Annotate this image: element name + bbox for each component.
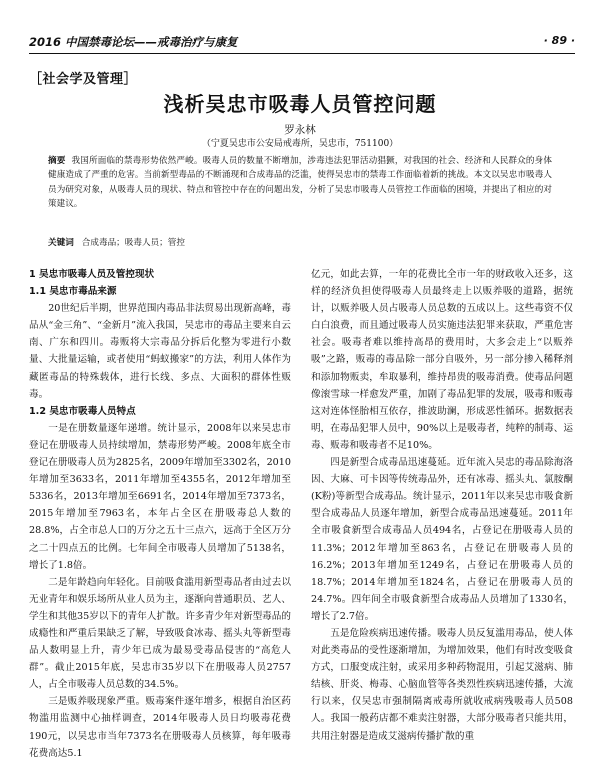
body-column-right xyxy=(311,266,573,745)
paragraph: 亿元，如此去算，一年的花费比全市一年的财政收入还多，这样的经济负担使得吸毒人员最终走上以贩养吸的道路，据统计，以贩养吸人员占吸毒人员总数的五成以上。这些毒资不仅白白浪费，而且通过吸毒人员实施违法犯罪来获取，严重危害社会。吸毒者难以维持高昂的费用时，大多会走上“以贩养吸”之路，贩毒的毒品除一部分自吸外，另一部分掺入稀释剂和添加物贩卖，牟取暴利，维持昂贵的吸毒消费。使毒品问题像滚雪球一样愈发严重，加剧了毒品犯罪的发展，吸毒和贩毒这对连体怪胎相互依存，推波助澜，形成恶性循环。据数据表明，在毒品犯罪人员中，90%以上是吸毒者，纯粹的制毒、运毒、贩毒和吸毒者不足10%。 xyxy=(311,269,573,451)
header-rule xyxy=(29,53,575,54)
journal-name: 2016 中国禁毒论坛——戒毒治疗与康复 xyxy=(29,35,238,49)
author: 罗永林 xyxy=(284,124,316,136)
abstract-text: 我国所面临的禁毒形势依然严峻。吸毒人员的数量不断增加，涉毒违法犯罪活动猖獗，对我国的社会、经济和人民群众的身体健康造成了严重的危害。当前新型毒品的不断涌现和合成毒品的泛滥，使得吴忠市的禁毒工作面临着新的挑战。本文以吴忠市吸毒人员为研究对象，从吸毒人员的现状、特点和管控中存在的问题出发，分析了吴忠市吸毒人员管控工作面临的困境，并提出了相应的对策建议。 xyxy=(48,156,552,210)
section-heading: 1.1 吴忠市毒品来源 xyxy=(29,286,117,298)
page-number: · 89 · xyxy=(543,34,575,47)
paragraph: 五是危险疾病迅速传播。吸毒人员反复滥用毒品，使人体对此类毒品的受性逐渐增加，为增加效果，他们有时改变吸食方式，口服变成注射，或采用多种药物混用，引起艾滋病、肺结核、肝炎、梅毒、心脑血管等各类烈性疾病迅速传播，大流行以来，仅吴忠市强制隔离戒毒所就收戒病残吸毒人员508人。我国一般药店都不难卖注射器，大部分吸毒者只能共用，共用注射器是造成艾滋病传播扩散的重 xyxy=(311,627,573,742)
section-heading: 1.2 吴忠市吸毒人员特点 xyxy=(29,405,136,417)
paragraph: 20世纪后半期，世界范围内毒品非法贸易出现新高峰，毒品从“金三角”、“金新月”流入我国，吴忠市的毒品主要来自云南、广东和四川。毒贩将大宗毒品分拆后化整为零进行小数量、大批量运输，或者使用“蚂蚁搬家”的方法，利用人体作为藏匿毒品的特殊载体，进行长线、多点、大面积的群体性贩毒。 xyxy=(29,303,291,400)
article-title: 浅析吴忠市吸毒人员管控问题 xyxy=(163,92,437,116)
keywords-text: 合成毒品；吸毒人员；管控 xyxy=(81,238,185,248)
running-header xyxy=(29,34,575,52)
paragraph: 四是新型合成毒品迅速蔓延。近年流入吴忠的毒品除海洛因、大麻、可卡因等传统毒品外，还有冰毒、摇头丸、氯胺酮(K粉)等新型合成毒品。统计显示，2011年以来吴忠市吸食新型合成毒品人员逐年增加，新型合成毒品迅速蔓延。2011年全市吸食新型合成毒品人员494名，占登记在册吸毒人员的11.3%；2012年增加至863名，占登记在册吸毒人员的16.2%；2013年增加至1249名，占登记在册吸毒人员的18.7%；2014年增加至1824名，占登记在册吸毒人员的24.7%。四年间全市吸食新型合成毒品人员增加了1330名，增长了2.7倍。 xyxy=(311,457,573,622)
body-column-left xyxy=(29,266,291,762)
abstract xyxy=(48,154,552,212)
paragraph: 二是年龄趋向年轻化。目前吸食滥用新型毒品者由过去以无业青年和娱乐场所从业人员为主，逐渐向普通职员、艺人、学生和其他35岁以下的青年人扩散。许多青少年对新型毒品的成瘾性和严重后果缺乏了解，导致吸食冰毒、摇头丸等新型毒品人数明显上升，青少年已成为最易受毒品侵害的“高危人群”。截止2015年底，吴忠市35岁以下在册吸毒人员2757人，占全市吸毒人员总数的34.5%。 xyxy=(29,576,291,691)
paragraph: 一是在册数量逐年递增。统计显示，2008年以来吴忠市登记在册吸毒人员持续增加，禁毒形势严峻。2008年底全市登记在册吸毒人员为2825名，2009年增加至3302名，2010年增加至3633名，2011年增加至4355名，2012年增加至5336名，2013年增加至6691名，2014年增加至7373名，2015年增加至7963名，本年占全区在册吸毒总人数的28.8%，占全市总人口的万分之五十三点六，远高于全区万分之二十四点五的比例。七年间全市吸毒人员增加了5138名，增长了1.8倍。 xyxy=(29,422,291,571)
abstract-label: 摘要 xyxy=(48,156,66,166)
keywords-label: 关键词 xyxy=(48,238,74,248)
affiliation: （宁夏吴忠市公安局戒毒所，吴忠市，751100） xyxy=(201,139,399,149)
column-category: ［社会学及管理］ xyxy=(29,72,138,87)
paragraph: 三是贩养吸现象严重。贩毒案件逐年增多，根据自治区药物滥用监测中心抽样调查，2014年吸毒人员日均吸毒花费190元，以吴忠市当年7373名在册吸毒人员核算，每年吸毒花费高达5.1 xyxy=(29,696,291,759)
keywords xyxy=(48,236,552,248)
section-heading: 1 吴忠市吸毒人员及管控现状 xyxy=(29,269,155,280)
